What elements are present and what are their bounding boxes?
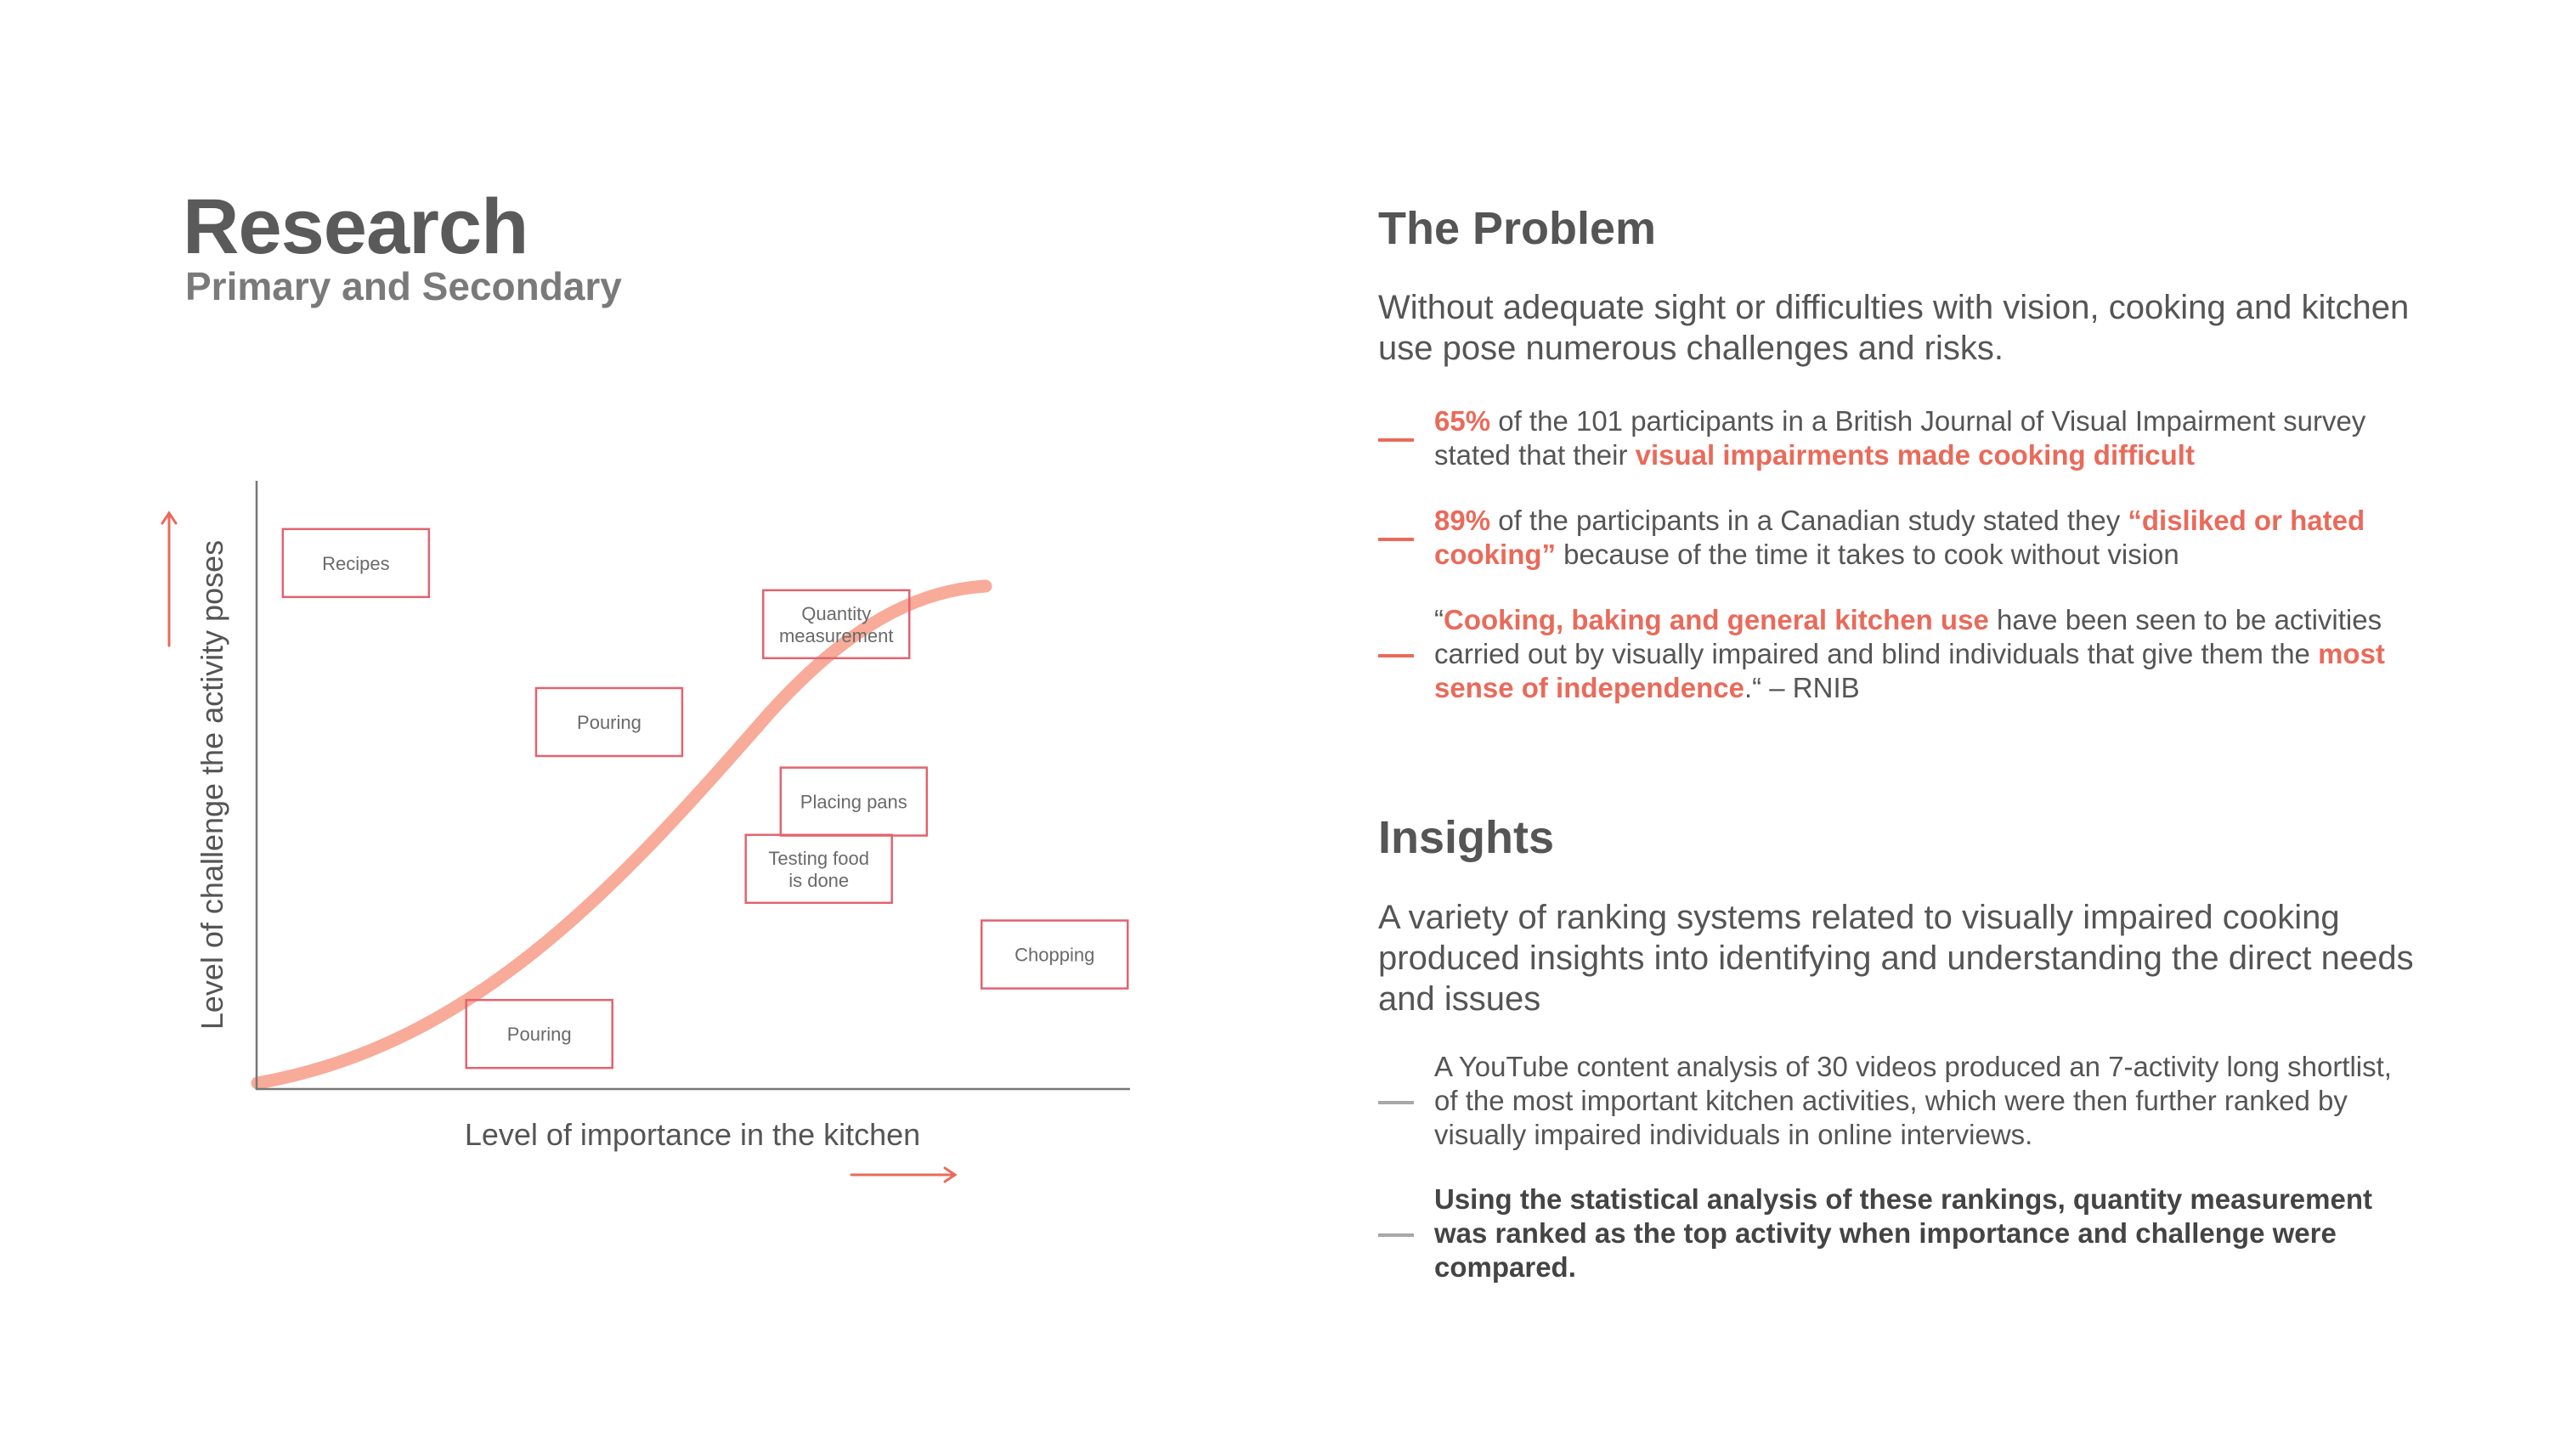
- insights-intro: A variety of ranking systems related to visually impaired cooking produced insights into identifying and understanding the direct needs and issues: [1378, 899, 2414, 1018]
- dash-marker: [1378, 1233, 1414, 1237]
- highlight-text: most sense of independence: [1434, 638, 2385, 703]
- body-text: of the 101 participants in a British Journal of Visual Impairment survey stated that their: [1434, 405, 2366, 471]
- activity-label: is done: [788, 869, 850, 891]
- x-axis-title: Level of importance in the kitchen: [464, 1117, 921, 1152]
- activity-label: Pouring: [506, 1024, 572, 1046]
- insights-item-2: [1378, 1182, 2483, 1284]
- body-text: “: [1434, 604, 1444, 635]
- page-title: Research: [183, 183, 528, 270]
- problem-item-1: [1378, 404, 2483, 472]
- highlight-text: 65%: [1434, 405, 1491, 437]
- activity-box: [981, 921, 1128, 989]
- highlight-text: visual impairments made cooking difficult: [1635, 439, 2195, 471]
- problem-item-text: [1434, 504, 2411, 572]
- body-text: .“ – RNIB: [1744, 672, 1860, 703]
- x-axis-arrow: [851, 1168, 955, 1182]
- problem-item-text: [1434, 404, 2411, 472]
- body-text: Using the statistical analysis of these rankings, quantity measurement was ranked as the top activity when importance and challenge were compared.: [1434, 1183, 2373, 1283]
- activity-label: Testing food: [768, 847, 870, 869]
- insights-item-text: [1434, 1050, 2411, 1152]
- activity-label: Placing pans: [800, 791, 907, 813]
- activity-box: [536, 688, 682, 756]
- activity-label: Quantity: [801, 602, 872, 624]
- dash-marker: [1378, 538, 1414, 541]
- problem-item-text: [1434, 603, 2420, 705]
- body-text: of the participants in a Canadian study stated they: [1490, 505, 2128, 536]
- importance-challenge-diagram: [0, 0, 1190, 1456]
- body-text: A YouTube content analysis of 30 videos produced an 7-activity long shortlist, of the most important kitchen activities, which were then further ranked by visually impaired individuals in online interviews.: [1434, 1051, 2392, 1150]
- dash-marker: [1378, 654, 1414, 657]
- activity-label: Recipes: [322, 552, 390, 574]
- insights-item-1: [1378, 1050, 2483, 1152]
- highlight-text: 89%: [1434, 505, 1491, 536]
- body-text: have been seen to be activities carried out by visually impaired and blind individuals that give them the: [1434, 604, 2382, 669]
- highlight-text: Cooking, baking and general kitchen use: [1444, 604, 1989, 635]
- dash-marker: [1378, 1101, 1414, 1104]
- problem-heading: The Problem: [1378, 203, 1657, 254]
- page-subtitle: Primary and Secondary: [185, 264, 622, 308]
- activity-box: [781, 768, 927, 836]
- highlight-text: “disliked or hated cooking”: [1434, 505, 2365, 570]
- problem-item-2: [1378, 504, 2483, 572]
- activity-label: measurement: [778, 624, 894, 646]
- y-axis-arrow: [162, 513, 176, 646]
- dash-marker: [1378, 438, 1414, 442]
- activity-box: [466, 1000, 613, 1068]
- activity-box: [746, 835, 892, 903]
- activity-label: Chopping: [1015, 944, 1095, 966]
- activity-box: [283, 529, 429, 597]
- problem-intro: Without adequate sight or difficulties with vision, cooking and kitchen use pose numerous challenges and risks.: [1378, 289, 2410, 367]
- insights-item-text: [1434, 1182, 2411, 1284]
- insights-heading: Insights: [1378, 812, 1555, 863]
- activity-boxes: [283, 529, 1128, 1068]
- body-text: because of the time it takes to cook without vision: [1556, 539, 2179, 570]
- activity-label: Pouring: [577, 712, 641, 733]
- y-axis-title: Level of challenge the activity poses: [195, 539, 229, 1030]
- problem-item-3: [1378, 603, 2483, 705]
